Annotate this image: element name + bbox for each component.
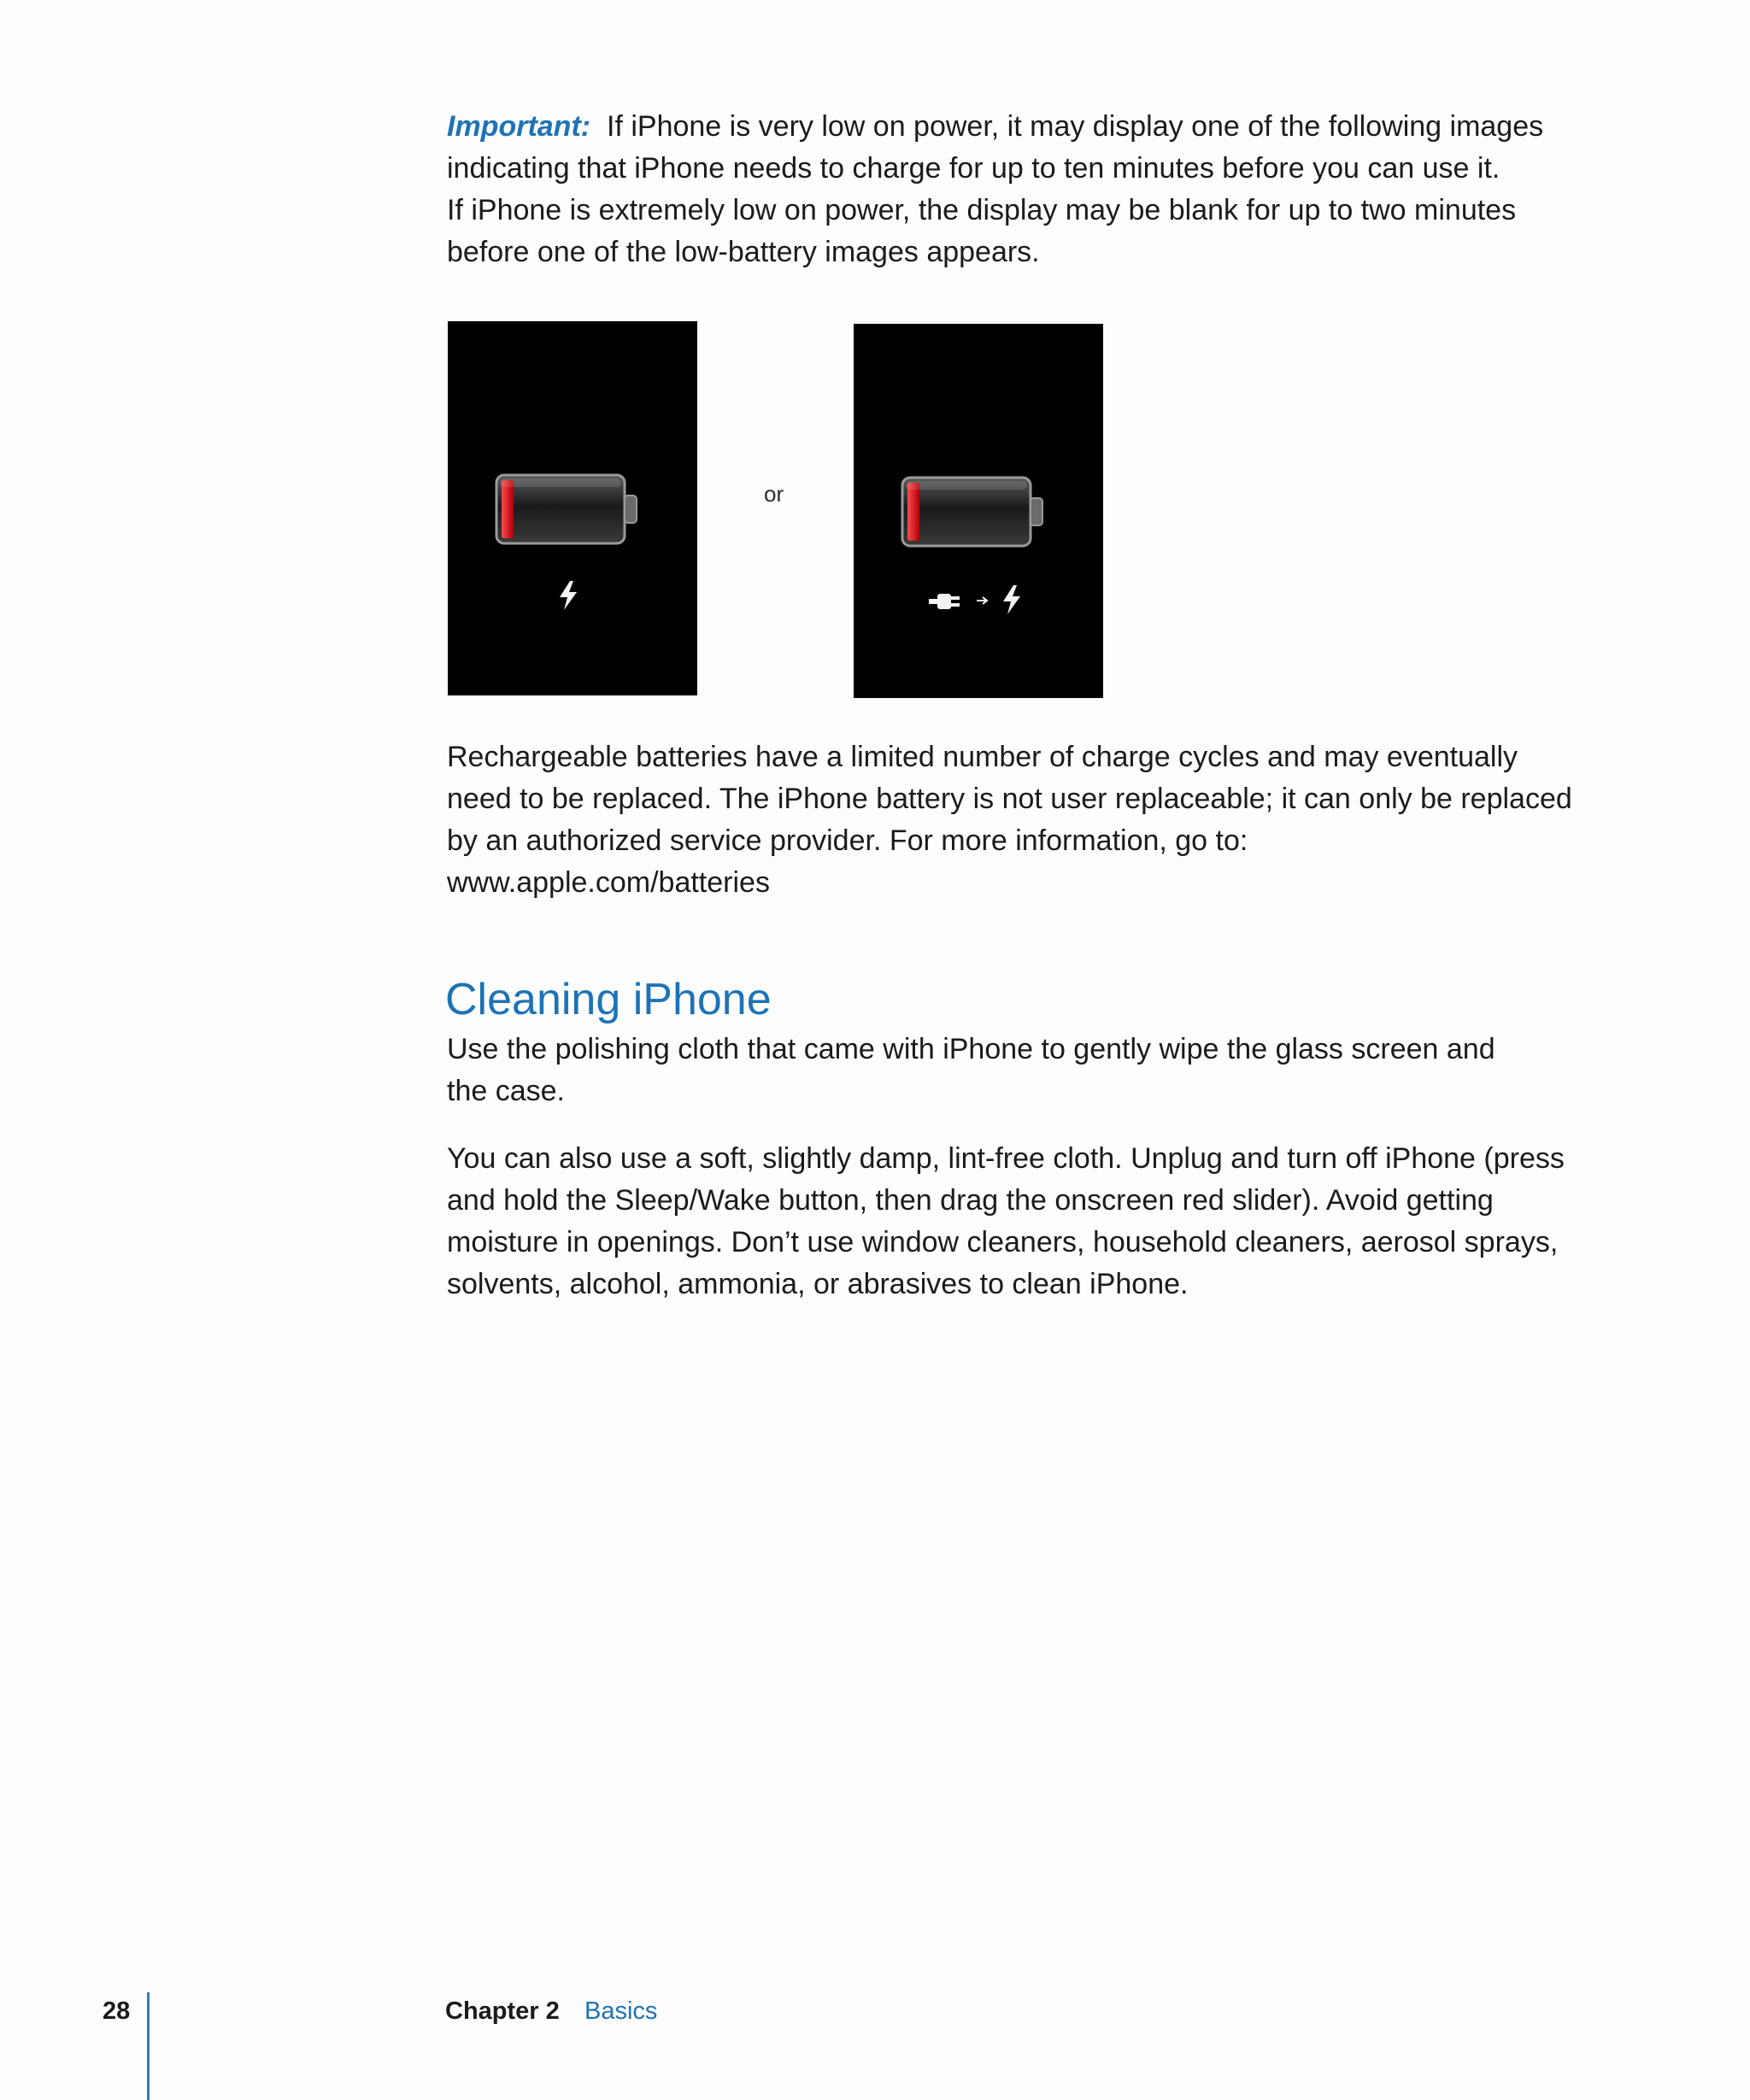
important-label: Important: [447,110,591,143]
arrow-right-icon [977,595,989,606]
lightning-bolt-icon [557,581,579,610]
battery-paragraph: Rechargeable batteries have a limited number of charge cycles and may eventually need to be replaced. The iPhone battery is not user replaceable; it can only be replaced by an authorized service provider. For more information, go to: www.apple.com/batteries [447,736,1592,904]
low-battery-image-charging [448,321,697,695]
footer-chapter: Chapter 2 [445,1997,560,2025]
important-line-4: before one of the low-battery images appears. [447,236,1040,268]
low-battery-icon [495,473,640,545]
batteries-url: www.apple.com/batteries [447,866,770,899]
lightning-bolt-icon [1001,585,1023,614]
cleaning-heading: Cleaning iPhone [445,975,772,1024]
low-battery-icon [901,476,1046,548]
cleaning-paragraph-2: You can also use a soft, slightly damp, lint-free cloth. Unplug and turn off iPhone (press and hold the Sleep/Wake button, then drag the onscreen red slider). Avoid getting moisture in openings. Don’t use window cleaners, household cleaners, aerosol sprays, solvents, alcohol, ammonia, or abrasives to clean iPhone. [447,1142,1565,1300]
page-number: 28 [103,1997,131,2025]
footer-section: Basics [584,1997,658,2025]
low-battery-image-plug-in [854,324,1103,698]
important-line-1: Important: If iPhone is very low on power, it may display one of the following images [447,110,1544,143]
important-line-2: indicating that iPhone needs to charge for up to ten minutes before you can use it. [447,152,1500,185]
important-line-3: If iPhone is extremely low on power, the display may be blank for up to two minutes [447,194,1517,226]
or-separator: or [764,481,784,507]
important-paragraph [447,106,1592,273]
power-plug-icon [929,592,965,611]
footer-divider [147,1992,150,2100]
cleaning-paragraph-1: Use the polishing cloth that came with iPhone to gently wipe the glass screen and the case. [447,1033,1495,1107]
